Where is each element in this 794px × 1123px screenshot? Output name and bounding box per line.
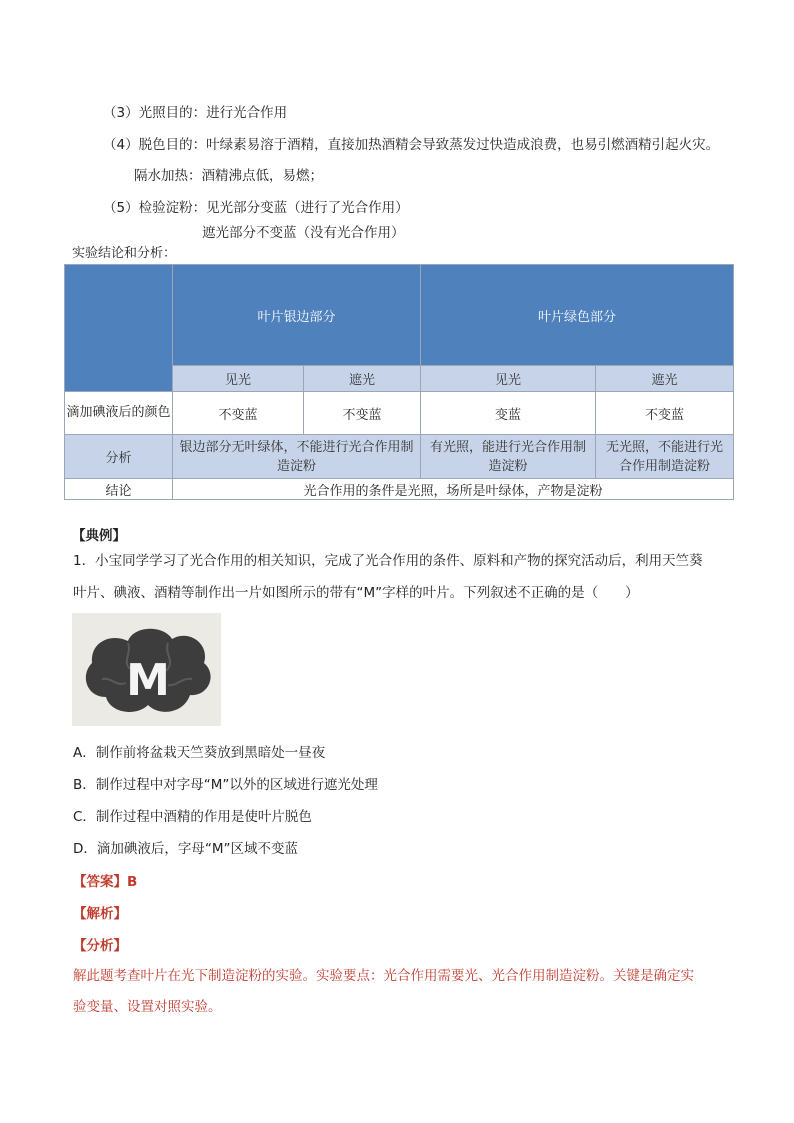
leaf-letter-m: M	[126, 655, 170, 706]
answer-tag: 【答案】	[73, 874, 127, 890]
color-cell-4: 不变蓝	[596, 392, 734, 435]
step-5: （5）检验淀粉：见光部分变蓝（进行了光合作用）	[103, 200, 409, 216]
header-silver-edge: 叶片银边部分	[173, 265, 421, 366]
option-a: A．制作前将盆栽天竺葵放到黑暗处一昼夜	[73, 745, 326, 761]
question-line-1: 1．小宝同学学习了光合作用的相关知识，完成了光合作用的条件、原料和产物的探究活动后，利用天竺葵	[73, 553, 703, 569]
option-d: D．滴加碘液后，字母“M”区域不变蓝	[73, 841, 299, 857]
color-cell-1: 不变蓝	[173, 392, 304, 435]
answer-value: B	[127, 874, 138, 890]
question-line-2: 叶片、碘液、酒精等制作出一片如图所示的带有“M”字样的叶片。下列叙述不正确的是（ ）	[73, 585, 639, 601]
step-3: （3）光照目的：进行光合作用	[103, 105, 288, 121]
section-title: 实验结论和分析：	[72, 246, 177, 261]
step-4: （4）脱色目的：叶绿素易溶于酒精，直接加热酒精会导致蒸发过快造成浪费，也易引燃酒精引起火灾。	[103, 137, 720, 153]
sub-header-light-2: 见光	[421, 366, 596, 392]
row-label-analysis: 分析	[65, 435, 173, 479]
step-4-note: 隔水加热：酒精沸点低，易燃；	[134, 168, 323, 184]
analysis-green-shade: 无光照，不能进行光合作用制造淀粉	[596, 435, 734, 479]
table-corner-cell	[65, 265, 173, 392]
header-green-part: 叶片绿色部分	[421, 265, 734, 366]
sub-header-shade-1: 遮光	[304, 366, 421, 392]
analysis-line-2: 验变量、设置对照实验。	[73, 999, 222, 1015]
example-heading: 【典例】	[72, 528, 126, 544]
row-label-conclusion: 结论	[65, 479, 173, 500]
analysis-line-1: 解此题考查叶片在光下制造淀粉的实验。实验要点：光合作用需要光、光合作用制造淀粉。关键是确定实	[73, 968, 694, 984]
jiexi-tag: 【解析】	[73, 906, 127, 922]
conclusion-cell: 光合作用的条件是光照，场所是叶绿体，产物是淀粉	[173, 479, 734, 500]
sub-header-shade-2: 遮光	[596, 366, 734, 392]
fenxi-tag: 【分析】	[73, 938, 127, 954]
color-cell-2: 不变蓝	[304, 392, 421, 435]
sub-header-light-1: 见光	[173, 366, 304, 392]
row-label-color: 滴加碘液后的颜色	[65, 392, 173, 435]
answer-line	[73, 870, 137, 890]
option-b: B．制作过程中对字母“M”以外的区域进行遮光处理	[73, 777, 378, 793]
analysis-silver-edge: 银边部分无叶绿体，不能进行光合作用制造淀粉	[173, 435, 421, 479]
color-cell-3: 变蓝	[421, 392, 596, 435]
step-5-note: 遮光部分不变蓝（没有光合作用）	[202, 225, 405, 241]
option-c: C．制作过程中酒精的作用是使叶片脱色	[73, 809, 312, 825]
results-table	[64, 264, 734, 500]
leaf-image	[72, 613, 221, 726]
analysis-green-light: 有光照，能进行光合作用制造淀粉	[421, 435, 596, 479]
leaf-illustration	[72, 613, 221, 726]
